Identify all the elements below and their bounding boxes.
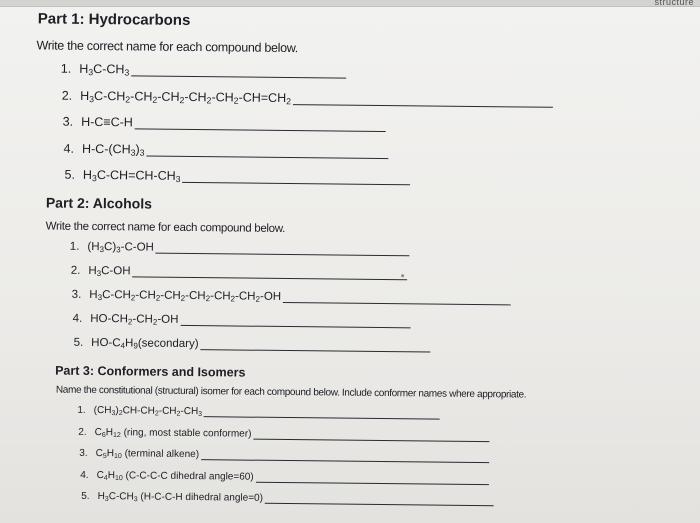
formula-subscript: 10: [114, 474, 123, 482]
formula-text: H-C-(CH: [81, 141, 131, 156]
formula-text: H: [79, 61, 89, 76]
formula-subscript: 3: [89, 93, 95, 104]
question-number: 2.: [78, 426, 87, 438]
formula-text: -CH: [210, 290, 231, 303]
formula-subscript: 3: [104, 495, 109, 503]
question-item: [67, 241, 410, 257]
compound-formula: [98, 491, 263, 504]
formula-subscript: 3: [175, 174, 181, 185]
question-number: 4.: [63, 141, 75, 156]
formula-subscript: 2: [233, 95, 239, 106]
question-item: [80, 491, 495, 506]
question-number: 5.: [81, 490, 90, 502]
question-number: 1.: [77, 404, 86, 416]
question-number: 3.: [79, 447, 88, 459]
formula-text: H: [80, 88, 90, 103]
formula-subscript: 2: [205, 294, 211, 304]
answer-blank[interactable]: [201, 348, 431, 352]
part3-heading: Part 3: Conformers and Isomers: [55, 363, 246, 380]
formula-text: -CH: [180, 405, 199, 418]
formula-subscript: 3: [99, 245, 105, 255]
formula-subscript: 3: [97, 293, 103, 303]
compound-formula: [79, 62, 129, 77]
question-item: [76, 405, 441, 420]
formula-subscript: 2: [118, 410, 123, 418]
formula-text: C-CH: [93, 61, 125, 77]
formula-text: (secondary): [137, 337, 199, 351]
answer-blank[interactable]: [265, 502, 494, 506]
formula-subscript: 3: [139, 147, 145, 158]
formula-text: -CH: [235, 290, 256, 303]
formula-text: ): [135, 141, 140, 156]
formula-text: -CH: [211, 89, 234, 104]
formula-text: C): [103, 241, 117, 254]
formula-text: -CH: [185, 289, 206, 303]
answer-blank[interactable]: [204, 415, 440, 419]
formula-text: -OH: [157, 313, 179, 326]
formula-subscript: 2: [176, 410, 181, 418]
formula-text: H: [89, 288, 98, 302]
question-item: [69, 289, 511, 306]
question-item: [79, 469, 490, 484]
formula-text: -CH: [184, 89, 207, 104]
question-item: [71, 337, 431, 353]
answer-blank[interactable]: [135, 127, 386, 132]
formula-text: H: [107, 469, 116, 481]
formula-subscript: 2: [152, 94, 158, 105]
answer-blank[interactable]: [146, 154, 387, 159]
formula-subscript: 2: [230, 294, 236, 304]
formula-text: -CH: [130, 88, 153, 104]
formula-subscript: 2: [286, 95, 292, 106]
formula-text: -CH: [160, 289, 181, 302]
formula-text: (C-C-C-C dihedral angle=60): [122, 469, 254, 483]
formula-text: H: [88, 264, 97, 278]
formula-text: -CH: [135, 289, 156, 302]
formula-subscript: 4: [120, 341, 126, 351]
answer-blank[interactable]: [256, 480, 489, 484]
question-number: 1.: [60, 61, 72, 76]
formula-text: -CH: [158, 405, 177, 417]
question-number: 2.: [70, 264, 81, 277]
answer-blank[interactable]: [156, 252, 410, 257]
formula-subscript: 3: [133, 496, 138, 504]
question-number: 5.: [64, 167, 76, 182]
formula-text: H: [125, 337, 134, 350]
question-number: 3.: [62, 114, 74, 129]
answer-blank[interactable]: [131, 74, 346, 78]
formula-subscript: 2: [255, 294, 261, 304]
compound-formula: [95, 427, 252, 440]
formula-text: C: [96, 469, 104, 481]
question-item: [61, 168, 410, 186]
answer-blank[interactable]: [293, 103, 553, 108]
formula-text: (terminal alkene): [121, 448, 200, 461]
formula-subscript: 3: [96, 269, 102, 279]
formula-subscript: 4: [103, 474, 108, 482]
formula-text: -CH: [157, 89, 180, 104]
formula-subscript: 3: [130, 147, 136, 158]
formula-subscript: 3: [124, 67, 130, 78]
question-number: 5.: [73, 336, 84, 349]
part2-heading: Part 2: Alcohols: [45, 194, 153, 212]
formula-subscript: 5: [102, 452, 107, 460]
question-item: [77, 426, 490, 441]
part1-instruction: Write the correct name for each compound below.: [36, 38, 299, 56]
answer-blank[interactable]: [180, 324, 410, 328]
compound-formula: [91, 337, 199, 350]
formula-text: HO-CH: [90, 312, 129, 326]
question-number: 2.: [61, 88, 73, 103]
formula-text: H: [97, 491, 105, 503]
formula-text: (ring, most stable conformer): [120, 426, 252, 440]
question-number: 4.: [80, 469, 89, 481]
question-item: [60, 141, 388, 158]
question-item: [70, 313, 411, 329]
answer-blank[interactable]: [183, 181, 410, 185]
formula-subscript: 12: [112, 431, 121, 439]
question-item: [58, 88, 553, 107]
question-item: [59, 115, 385, 132]
formula-text: C: [95, 448, 103, 460]
formula-text: (H: [87, 240, 100, 254]
formula-text: HO-C: [91, 336, 121, 350]
formula-subscript: 10: [113, 452, 122, 461]
formula-text: CH-CH: [122, 405, 155, 417]
question-number: 1.: [69, 240, 80, 253]
compound-formula: [96, 448, 200, 460]
compound-formula: [80, 88, 291, 104]
formula-text: H: [106, 448, 115, 460]
compound-formula: [82, 141, 145, 156]
formula-subscript: 2: [206, 94, 212, 105]
formula-subscript: 2: [179, 94, 185, 105]
answer-blank[interactable]: [201, 458, 490, 463]
formula-text: (H-C-C-H dihedral angle=0): [137, 491, 264, 504]
compound-formula: [87, 241, 154, 254]
formula-subscript: 3: [116, 245, 121, 255]
formula-subscript: 2: [155, 293, 161, 303]
formula-subscript: 2: [130, 293, 136, 303]
part3-instruction: Name the constitutional (structural) isomer for each compound below. Include conformer names where appropriate.: [55, 384, 527, 401]
compound-formula: [97, 470, 254, 483]
formula-text: ): [115, 405, 119, 417]
compound-formula: [88, 265, 130, 277]
formula-text: H-C≡C-H: [81, 114, 133, 130]
compound-formula: [83, 168, 181, 183]
formula-subscript: 3: [91, 173, 97, 184]
top-strip-text: structure: [654, 0, 694, 7]
compound-formula: [89, 289, 281, 303]
question-item: [78, 448, 490, 463]
formula-subscript: 6: [101, 431, 106, 439]
formula-text: C-CH: [108, 491, 134, 503]
formula-subscript: 2: [125, 94, 131, 105]
formula-subscript: 2: [127, 317, 133, 327]
formula-text: C-OH: [101, 265, 131, 278]
question-number: 3.: [71, 288, 82, 301]
formula-text: C-CH: [102, 289, 131, 302]
formula-subscript: 3: [198, 410, 203, 418]
formula-subscript: 3: [88, 67, 94, 78]
answer-blank[interactable]: [253, 437, 489, 441]
formula-text: -C-OH: [120, 241, 154, 254]
formula-text: -OH: [259, 290, 282, 303]
formula-text: -CH: [132, 313, 153, 326]
compound-formula: [90, 313, 178, 326]
part2-instruction: Write the correct name for each compound below.: [45, 220, 286, 235]
formula-subscript: 2: [152, 317, 158, 327]
part1-heading: Part 1: Hydrocarbons: [37, 10, 191, 29]
answer-blank[interactable]: [283, 301, 511, 305]
formula-text: C: [94, 426, 102, 438]
formula-text: C-CH: [94, 88, 126, 103]
formula-text: C-CH=CH-CH: [96, 168, 176, 183]
formula-text: H: [82, 167, 93, 182]
compound-formula: [81, 115, 133, 130]
formula-subscript: 2: [154, 410, 159, 418]
question-item: [68, 265, 407, 281]
formula-text: (CH: [93, 405, 112, 417]
formula-text: -CH=CH: [238, 90, 287, 105]
formula-subscript: 3: [111, 409, 116, 417]
formula-subscript: 2: [180, 293, 186, 303]
question-number: 4.: [72, 312, 83, 325]
question-item: [57, 62, 346, 79]
formula-subscript: 9: [133, 341, 138, 351]
answer-blank[interactable]: [132, 275, 407, 280]
compound-formula: [94, 405, 203, 417]
stray-mark: [401, 274, 404, 277]
formula-text: H: [105, 426, 114, 438]
